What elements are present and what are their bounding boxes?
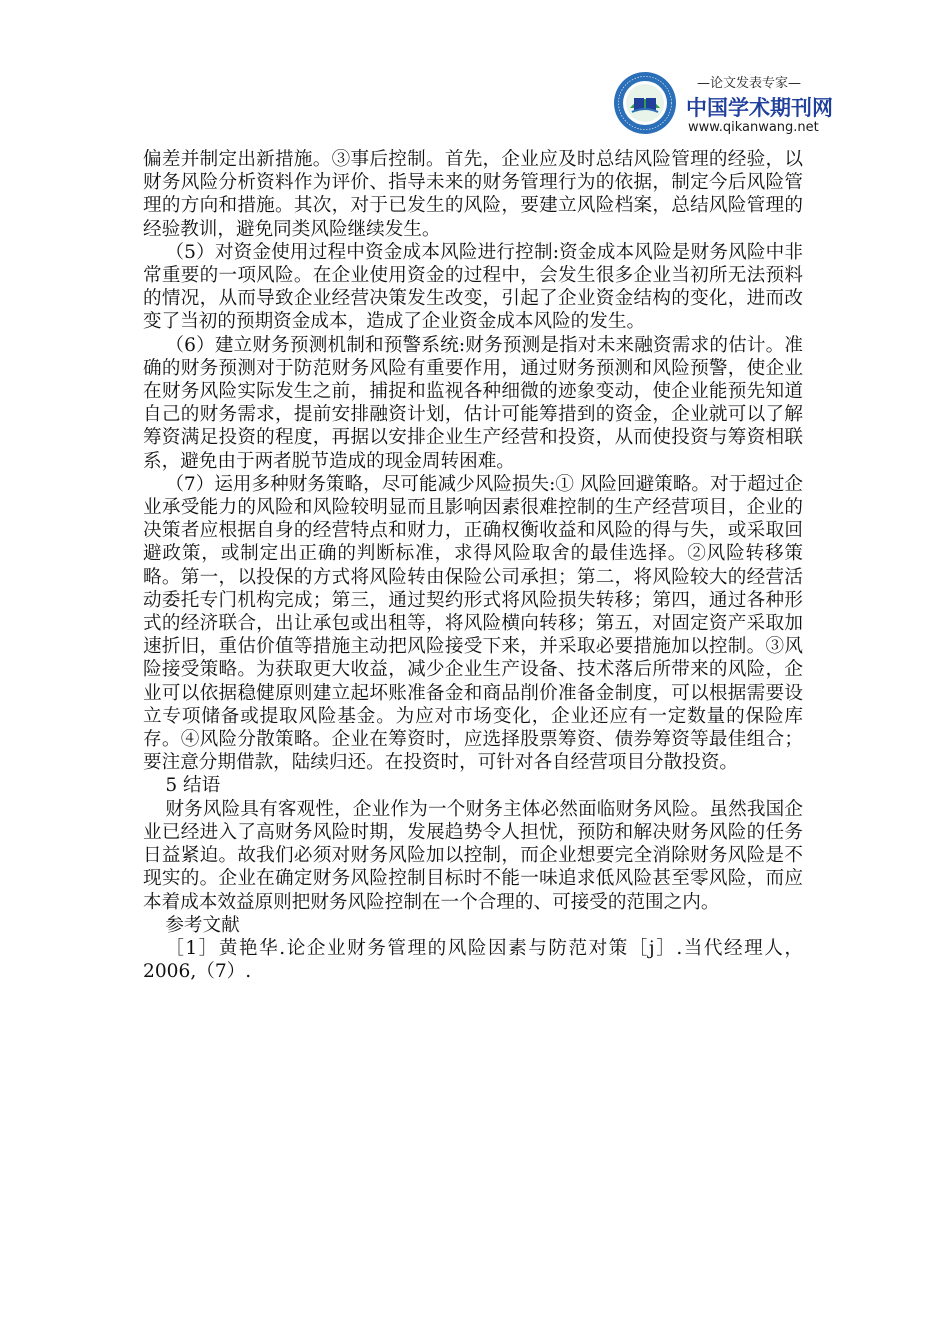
logo-tagline: —论文发表专家— xyxy=(696,76,801,91)
paragraph-item-6: （6）建立财务预测机制和预警系统:财务预测是指对未来融资需求的估计。准确的财务预测对于防范财务风险有重要作用，通过财务预测和风险预警，使企业在财务风险实际发生之前，捕捉和监视各种细微的迹象变动，使企业能预先知道自己的财务需求，提前安排融资计划，估计可能筹措到的资金，企业就可以了解筹资满足投资的程度，再据以安排企业生产经营和投资，从而使投资与筹资相联系，避免由于两者脱节造成的现金周转困难。 xyxy=(143,334,803,472)
logo-name: 中国学术期刊网 xyxy=(686,96,833,120)
paragraph-item-5: （5）对资金使用过程中资金成本风险进行控制:资金成本风险是财务风险中非常重要的一项风险。在企业使用资金的过程中，会发生很多企业当初所无法预料的情况，从而导致企业经营决策发生改变，引起了企业资金结构的变化，进而改变了当初的预期资金成本，造成了企业资金成本风险的发生。 xyxy=(143,241,803,333)
paragraph-conclusion: 财务风险具有客观性，企业作为一个财务主体必然面临财务风险。虽然我国企业已经进入了高财务风险时期，发展趋势令人担忧，预防和解决财务风险的任务日益紧迫。故我们必须对财务风险加以控制，而企业想要完全消除财务风险是不现实的。企业在确定财务风险控制目标时不能一味追求低风险甚至零风险，而应本着成本效益原则把财务风险控制在一个合理的、可接受的范围之内。 xyxy=(143,798,803,913)
logo-emblem-icon xyxy=(612,70,678,136)
reference-item-1: ［1］黄艳华.论企业财务管理的风险因素与防范对策［j］.当代经理人，2006,（7）. xyxy=(143,937,803,983)
article-body xyxy=(143,148,803,983)
paragraph-continuation: 偏差并制定出新措施。③事后控制。首先，企业应及时总结风险管理的经验，以财务风险分析资料作为评价、指导未来的财务管理行为的依据，制定今后风险管理的方向和措施。其次，对于已发生的风险，要建立风险档案，总结风险管理的经验教训，避免同类风险继续发生。 xyxy=(143,149,803,240)
logo-url: www.qikanwang.net xyxy=(688,120,819,135)
site-logo xyxy=(612,66,833,146)
paragraph-item-7: （7）运用多种财务策略，尽可能减少风险损失:① 风险回避策略。对于超过企业承受能力的风险和风险较明显而且影响因素很难控制的生产经营项目，企业的决策者应根据自身的经营特点和财力，正确权衡收益和风险的得与失，或采取回避政策，或制定出正确的判断标准，求得风险取舍的最佳选择。②风险转移策略。第一，以投保的方式将风险转由保险公司承担；第二，将风险较大的经营活动委托专门机构完成；第三，通过契约形式将风险损失转移；第四，通过各种形式的经济联合，出让承包或出租等，将风险横向转移；第五，对固定资产采取加速折旧，重估价值等措施主动把风险接受下来，并采取必要措施加以控制。③风险接受策略。为获取更大收益，减少企业生产设备、技术落后所带来的风险，企业可以依据稳健原则建立起坏账准备金和商品削价准备金制度，可以根据需要设立专项储备或提取风险基金。为应对市场变化，企业还应有一定数量的保险库存。④风险分散策略。企业在筹资时，应选择股票筹资、债券筹资等最佳组合；要注意分期借款，陆续归还。在投资时，可针对各自经营项目分散投资。 xyxy=(143,473,803,774)
section-heading-conclusion: 5 结语 xyxy=(165,775,221,797)
references-heading: 参考文献 xyxy=(165,914,240,936)
